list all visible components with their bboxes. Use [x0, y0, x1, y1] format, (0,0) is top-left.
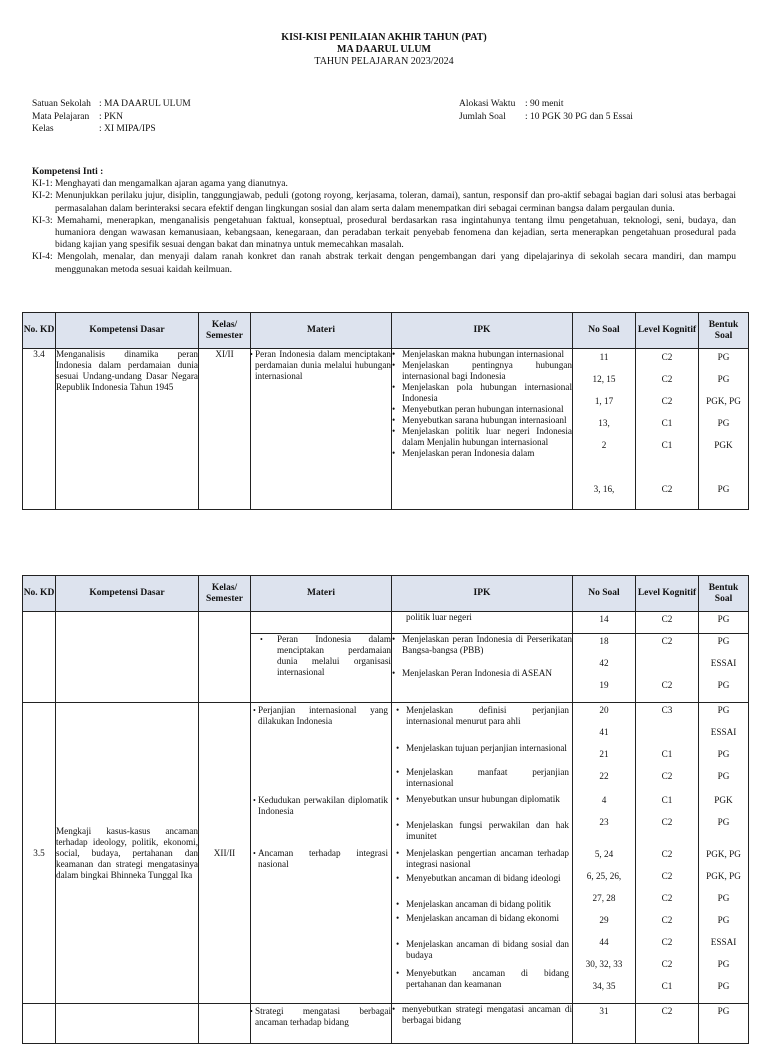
- kd-number: 3.5: [23, 703, 56, 1004]
- level: C1: [661, 418, 673, 428]
- ipk-item: • Menjelaskan pengertian ancaman terhadap integrasi nasional: [396, 848, 569, 870]
- kd-number: 3.4: [23, 349, 56, 510]
- info-row: [459, 111, 633, 124]
- ipk-item: • Menjelaskan makna hubungan internasional: [392, 349, 572, 360]
- ki-item: KI-4: Mengolah, menalar, dan menyaji dalam ranah konkret dan ranah abstrak terkait dengan pengembangan dari yang dipelajarinya di sekolah secara mandiri, dan mampu menggunakan metoda sesuai kaidah keilmuan.: [32, 252, 736, 275]
- bentuk: ESSAI: [710, 727, 737, 737]
- ipk-item: • Menjelaskan definisi perjanjian internasional menurut para ahli: [396, 705, 569, 727]
- ipk-item: • Menjelaskan ancaman di bidang sosial dan budaya: [396, 939, 569, 961]
- ipk-item: • Menjelaskan peran Indonesia dalam: [392, 448, 572, 459]
- level: C2: [661, 484, 673, 494]
- col-no-kd: No. KD: [23, 576, 56, 612]
- info-value: : PKN: [99, 111, 124, 122]
- ipk-item: • Menjelaskan pola hubungan internasional Indonesia: [392, 382, 572, 404]
- table-row: [23, 349, 749, 510]
- kelas-semester: XI/II: [199, 349, 251, 510]
- col-bentuk: Bentuk Soal: [699, 313, 749, 349]
- level: C1: [661, 749, 673, 759]
- level: C2: [661, 396, 673, 406]
- ipk-cell: [392, 634, 573, 703]
- materi-text: • Strategi mengatasi berbagai ancaman terhadap bidang: [251, 1006, 391, 1028]
- ipk-item: • Menjelaskan pentingnya hubungan internasional bagi Indonesia: [392, 360, 572, 382]
- bentuk: PG: [717, 749, 730, 759]
- kelas-semester: [199, 612, 251, 703]
- info-key: Satuan Sekolah: [32, 99, 91, 109]
- col-kelas: Kelas/ Semester: [199, 313, 251, 349]
- ipk-item: • Menjelaskan tujuan perjanjian internasional: [396, 743, 569, 754]
- col-materi: Materi: [251, 313, 392, 349]
- materi-cell: [251, 634, 392, 703]
- info-row: [32, 123, 191, 136]
- no-soal: 44: [599, 937, 609, 947]
- ki-item: KI-1: Menghayati dan mengamalkan ajaran agama yang dianutnya.: [32, 179, 288, 190]
- level-cell: [636, 349, 699, 510]
- info-key: Mata Pelajaran: [32, 111, 90, 122]
- ipk-cell: [392, 349, 573, 510]
- ipk-item: • Menjelaskan peran Indonesia di Perserikatan Bangsa-bangsa (PBB): [392, 634, 572, 656]
- level: C3: [661, 705, 673, 715]
- bentuk: PG: [717, 705, 730, 715]
- bentuk-cell: [699, 634, 749, 703]
- ipk-item: • Menyebutkan ancaman di bidang pertahanan dan keamanan: [396, 968, 569, 990]
- col-kd: Kompetensi Dasar: [56, 576, 199, 612]
- level-cell: [636, 634, 699, 703]
- bentuk: PG: [717, 680, 730, 690]
- no-soal: 27, 28: [592, 893, 616, 903]
- materi-cell: [251, 703, 392, 1004]
- bentuk: PG: [717, 374, 730, 384]
- title-line-1: KISI-KISI PENILAIAN AKHIR TAHUN (PAT): [281, 32, 487, 43]
- materi-cell: [251, 612, 392, 634]
- ipk-item: • Menyebutkan unsur hubungan diplomatik: [396, 794, 569, 805]
- level: C1: [661, 440, 673, 450]
- materi-cell: [251, 349, 392, 510]
- ipk-item: • Menyebutkan ancaman di bidang ideologi: [396, 873, 569, 884]
- col-kelas: Kelas/ Semester: [199, 576, 251, 612]
- level: C2: [661, 959, 673, 969]
- col-level: Level Kognitif: [636, 576, 699, 612]
- kd-text: Mengkaji kasus-kasus ancaman terhadap ideology, politik, ekonomi, social, budaya, pertahanan dan keamanan dan strategi mengatasinya dalam bingkai Bhinneka Tunggal Ika: [56, 703, 199, 1004]
- materi-text: • Peran Indonesia dalam menciptakan perdamaian dunia melalui hubungan internasional: [251, 349, 391, 382]
- bentuk: PGK, PG: [706, 849, 741, 859]
- bentuk: PGK, PG: [706, 871, 741, 881]
- no-soal: 29: [599, 915, 609, 925]
- ki-item: KI-2: Menunjukkan perilaku jujur, disiplin, tanggungjawab, peduli (gotong royong, kerjasama, toleran, damai), santun, responsif dan pro-aktif sebagai bagian dari solusi atas berbagai permasalahan dalam berinteraksi secara efektif dengan lingkungan sosial dan alam serta dalam menempatkan diri sebagai cerminan bangsa dalam pergaulan dunia.: [32, 191, 736, 214]
- kompetensi-inti: [32, 166, 736, 276]
- info-row: [459, 98, 633, 111]
- bentuk: ESSAI: [710, 658, 737, 668]
- no-soal: 34, 35: [592, 981, 616, 991]
- info-key: Jumlah Soal: [459, 111, 506, 122]
- info-key: Kelas: [32, 124, 54, 134]
- table-row: [23, 703, 749, 1004]
- no-soal: 42: [599, 658, 609, 668]
- col-no-soal: No Soal: [573, 313, 636, 349]
- info-value: : 10 PGK 30 PG dan 5 Essai: [525, 111, 633, 122]
- no-soal: 1, 17: [594, 396, 614, 406]
- ipk-item: • Menyebutkan sarana hubungan internasioanl: [392, 415, 572, 426]
- materi-text: • Perjanjian internasional yang dilakukan Indonesia: [254, 705, 388, 727]
- kd-text: [56, 612, 199, 703]
- ipk-item: • Menjelaskan Peran Indonesia di ASEAN: [392, 668, 572, 679]
- no-soal-cell: [573, 349, 636, 510]
- info-right: [459, 98, 633, 123]
- no-soal: 14: [573, 612, 636, 634]
- no-soal: 19: [599, 680, 609, 690]
- col-level: Level Kognitif: [636, 313, 699, 349]
- materi-text: • Peran Indonesia dalam menciptakan perdamaian dunia melalui organisasi internasional: [261, 634, 391, 678]
- bentuk: PG: [717, 352, 730, 362]
- ipk-item: • Menyebutkan peran hubungan internasional: [392, 404, 572, 415]
- info-row: [32, 98, 191, 111]
- title-line-3: TAHUN PELAJARAN 2023/2024: [314, 56, 454, 67]
- level-cell: [636, 703, 699, 1004]
- info-row: [32, 111, 191, 124]
- bentuk: PGK: [714, 795, 733, 805]
- table-row: [23, 612, 749, 634]
- no-soal: 20: [599, 705, 609, 715]
- bentuk: PG: [717, 893, 730, 903]
- ipk-item: • Menjelaskan manfaat perjanjian internasional: [396, 767, 569, 789]
- bentuk: PG: [717, 636, 730, 646]
- level: C2: [661, 374, 673, 384]
- no-soal-cell: [573, 703, 636, 1004]
- kd-text: Menganalisis dinamika peran Indonesia dalam perdamaian dunia sesuai Undang-undang Dasar Negara Republik Indonesia Tahun 1945: [56, 349, 199, 510]
- no-soal: 13,: [598, 418, 610, 428]
- no-soal: 6, 25, 26,: [586, 871, 622, 881]
- bentuk: PG: [717, 981, 730, 991]
- no-soal: 23: [599, 817, 609, 827]
- bentuk: PG: [717, 959, 730, 969]
- level: C2: [661, 771, 673, 781]
- table-header-row: [23, 313, 749, 349]
- no-soal: 11: [599, 352, 609, 362]
- kisi-table-2: [22, 575, 749, 1044]
- bentuk: PG: [717, 418, 730, 428]
- level: C2: [661, 915, 673, 925]
- kisi-table-1: [22, 312, 749, 510]
- bentuk-cell: [699, 703, 749, 1004]
- no-soal: 41: [599, 727, 609, 737]
- ipk-item: • menyebutkan strategi mengatasi ancaman di berbagai bidang: [392, 1004, 572, 1026]
- kd-number: [23, 612, 56, 703]
- no-soal: 21: [599, 749, 609, 759]
- col-kd: Kompetensi Dasar: [56, 313, 199, 349]
- bentuk: PG: [717, 915, 730, 925]
- col-ipk: IPK: [392, 576, 573, 612]
- ipk-item: • Menjelaskan ancaman di bidang politik: [396, 899, 569, 910]
- bentuk-cell: [699, 349, 749, 510]
- bentuk: PG: [699, 612, 749, 634]
- col-no-soal: No Soal: [573, 576, 636, 612]
- bentuk: PGK, PG: [706, 396, 741, 406]
- ki-item: KI-3: Memahami, menerapkan, menganalisis pengetahuan faktual, konseptual, prosedural berdasarkan rasa ingintahunya tentang ilmu pengetahuan, teknologi, seni, budaya, dan humaniora dengan wawasan kemanusiaan, kebangsaan, kenegaraan, dan peradaban terkait penyebab fenomena dan kejadian, serta menerapkan pengetahuan prosedural pada bidang kajian yang spesifik sesuai dengan bakat dan minatnya untuk memecahkan masalah.: [32, 215, 736, 251]
- level: C2: [636, 612, 699, 634]
- ipk-item: • Menjelaskan ancaman di bidang ekonomi: [396, 913, 569, 924]
- level: C2: [661, 817, 673, 827]
- no-soal: 12, 15: [592, 374, 616, 384]
- document-title: [0, 32, 768, 68]
- level: C1: [661, 795, 673, 805]
- table-header-row: [23, 576, 749, 612]
- level: C2: [661, 636, 673, 646]
- level: C2: [661, 893, 673, 903]
- info-key: Alokasi Waktu: [459, 99, 516, 109]
- level: C2: [661, 871, 673, 881]
- level: C2: [661, 680, 673, 690]
- bentuk: PG: [717, 484, 730, 494]
- no-soal: 2: [601, 440, 607, 450]
- bentuk: PGK: [714, 440, 733, 450]
- info-value: : 90 menit: [525, 99, 564, 109]
- bentuk: PG: [717, 817, 730, 827]
- bentuk: PG: [717, 771, 730, 781]
- col-bentuk: Bentuk Soal: [699, 576, 749, 612]
- title-line-2: MA DAARUL ULUM: [337, 44, 431, 55]
- info-value: : MA DAARUL ULUM: [99, 99, 191, 109]
- bentuk: ESSAI: [710, 937, 737, 947]
- col-ipk: IPK: [392, 313, 573, 349]
- no-soal: 22: [599, 771, 609, 781]
- ki-heading: Kompetensi Inti :: [32, 167, 104, 177]
- level: C2: [661, 352, 673, 362]
- no-soal: 3, 16,: [593, 484, 615, 494]
- level: C2: [661, 849, 673, 859]
- kelas-semester: XII/II: [199, 703, 251, 1004]
- info-left: [32, 98, 191, 136]
- no-soal: 31: [573, 1004, 636, 1044]
- no-soal: 5, 24: [594, 849, 614, 859]
- col-materi: Materi: [251, 576, 392, 612]
- no-soal: 30, 32, 33: [585, 959, 623, 969]
- level: C2: [661, 937, 673, 947]
- materi-text: • Kedudukan perwakilan diplomatik Indonesia: [254, 795, 388, 817]
- no-soal-cell: [573, 634, 636, 703]
- level: C1: [661, 981, 673, 991]
- materi-text: • Ancaman terhadap integrasi nasional: [254, 848, 388, 870]
- col-no-kd: No. KD: [23, 313, 56, 349]
- level: C2: [636, 1004, 699, 1044]
- no-soal: 18: [599, 636, 609, 646]
- bentuk: PG: [699, 1004, 749, 1044]
- no-soal: 4: [601, 795, 607, 805]
- ipk-item: • Menjelaskan politik luar negeri Indonesia dalam Menjalin hubungan internasional: [392, 426, 572, 448]
- ipk-item: politik luar negeri: [392, 612, 573, 634]
- info-value: : XI MIPA/IPS: [99, 124, 156, 134]
- ipk-cell: [392, 703, 573, 1004]
- ipk-item: • Menjelaskan fungsi perwakilan dan hak imunitet: [396, 820, 569, 842]
